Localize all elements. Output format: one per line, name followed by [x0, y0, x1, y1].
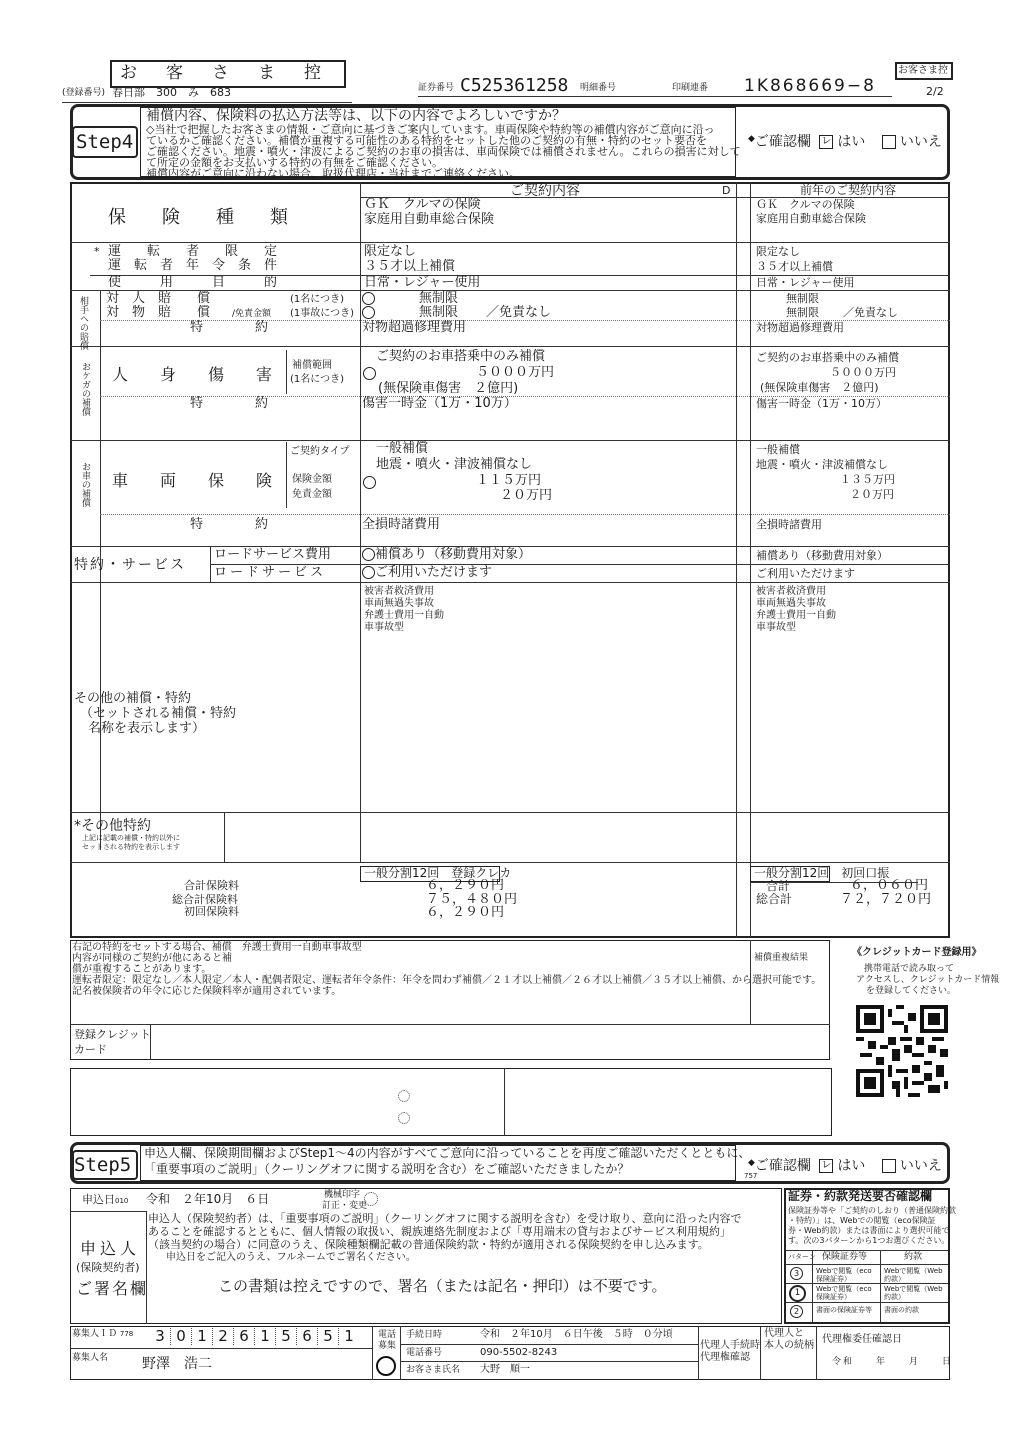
step4-note-line: ているかご確認ください。補償が重複する可能性のある特約をセットした他のご契約の有無・特約のセット要否を [146, 134, 707, 147]
row-rule [786, 1283, 948, 1284]
doc-row-terms: Webで閲覧（Web約款） [884, 1267, 943, 1284]
other-cur: 弁護士費用一自動 [364, 610, 444, 621]
diamond-icon: ◆ [748, 1158, 755, 1168]
circle-icon [362, 548, 375, 561]
doc-row[interactable] [790, 1267, 803, 1280]
phone-label: 電話番号 [406, 1348, 443, 1358]
bodily-cur-value: 無制限 [419, 291, 459, 306]
step5-text: 「重要事項のご説明」（クーリングオフに関する説明を含む）をご確認いただきましたか？ [144, 1162, 630, 1176]
id-digit: 6 [234, 1328, 255, 1345]
agent-id-label [72, 1329, 133, 1339]
other-rider-label [74, 818, 151, 834]
col-prev-header: 前年のご契約内容 [800, 183, 897, 197]
row-rule [70, 440, 950, 441]
step4-note-line: て所定の金額をお支払いする特約の有無をご確認ください。 [146, 156, 443, 169]
signature-note: この書類は控えですので、署名（または記名・押印）は不要です。 [218, 1277, 667, 1295]
step5-confirm [748, 1158, 942, 1174]
id-digit: 1 [344, 1327, 354, 1345]
row-rule [400, 1361, 698, 1362]
id-digit: 1 [192, 1328, 213, 1345]
vehicle-cur: １１５万円 [476, 473, 542, 488]
insurance-type-cur: 家庭用自動車総合保険 [364, 212, 495, 227]
cell-divider [286, 442, 287, 508]
credit-card-note: アクセスし、クレジットカード情報 [856, 975, 1000, 985]
property-prev [786, 307, 898, 320]
usage-prev: 日常・レジャー使用 [756, 276, 855, 289]
other-prev: 車事故型 [756, 622, 796, 633]
cell-divider [880, 1250, 881, 1322]
circle-icon [362, 566, 375, 579]
road-cost-prev: 補償あり（移動費用対象） [756, 549, 888, 562]
other-label: その他の補償・特約 [74, 691, 192, 706]
col-divider-label [360, 182, 361, 862]
phone-recruit-label: 電話 [378, 1330, 397, 1340]
doc-note: 保険証券等や「ご契約のしおり（普通保険約款 [788, 1206, 956, 1215]
cell-divider [224, 812, 225, 862]
vehicle-rider-label: 特 約 [190, 517, 269, 532]
road-cur-value: ご利用いただけます [375, 565, 493, 580]
cell-divider [698, 1326, 699, 1380]
doc-row-terms: 書面の約款 [884, 1306, 919, 1314]
circle-icon [363, 367, 376, 380]
consent-line: （該当契約の場合）に同意のうえ、保険種類欄記載の普通保険約款・特約が適用される保険契約を申し込みます。 [148, 1238, 709, 1251]
blank-box [70, 1068, 832, 1136]
liability-rider-prev: 対物超過修理費用 [756, 321, 844, 334]
cell-divider [504, 1068, 505, 1136]
doc-row[interactable] [790, 1305, 803, 1318]
injury-rider-cur: 傷害一時金（1万・10万） [362, 396, 517, 411]
injury-scope-label: 補償範囲 [292, 360, 332, 371]
circle-icon [398, 1112, 410, 1124]
vehicle-prev: 一般補償 [756, 443, 800, 456]
usage-label: 使 用 目 的 [108, 275, 278, 290]
id-digit: 6 [297, 1328, 318, 1345]
credit-card-label: 《クレジットカード登録用》 [852, 947, 982, 958]
credit-result-label: 補償重複結果 [754, 953, 809, 963]
phone-recruit-label: 募集 [378, 1341, 397, 1351]
driver-age-label: 運 転 者 年 令 条 件 [108, 258, 278, 273]
doc-col-terms: 約款 [904, 1252, 923, 1262]
property-sub: /免責金額 [232, 309, 272, 319]
vehicle-type-label: ご契約タイプ [290, 446, 350, 457]
qr-code-icon[interactable] [856, 1005, 948, 1097]
applicant-label: 申込人 [80, 1239, 141, 1258]
applicant-label: (保険契約者) [76, 1261, 140, 1274]
vehicle-side-label: お車の補償 [80, 462, 90, 507]
radio-circle-icon: 3 [790, 1267, 803, 1280]
total-premium-prev: ６，０６０円 [850, 878, 929, 893]
relation-label: 本人の続柄 [764, 1340, 814, 1351]
first-premium-cur: ６，２９０円 [426, 905, 505, 920]
step5-no-checkbox[interactable] [882, 1159, 896, 1173]
id-digit: 5 [276, 1328, 297, 1345]
row-rule [400, 1344, 698, 1345]
circle-icon [362, 306, 375, 319]
vehicle-prev: １３５万円 [840, 473, 895, 486]
usage-cur: 日常・レジャー使用 [364, 275, 481, 290]
other-label: 名称を表示します） [88, 721, 206, 736]
step5-confirm-label: ご確認欄 [754, 1158, 811, 1174]
step5-text: 申込人欄、保険期間欄およびStep1〜4の内容がすべてご意向に沿っていることを再度ご確認いただくとともに、 [144, 1146, 751, 1160]
cell-divider [760, 1326, 761, 1380]
other-rider-note: セットされる特約を表示します [82, 843, 180, 851]
reg-number: 春日部 300 み 683 [112, 86, 231, 99]
agent-name-label: 募集人名 [72, 1353, 109, 1363]
row-rule [70, 346, 950, 347]
remark-line: 内容が同様のご契約が他にあると補 [72, 953, 232, 964]
other-cur: 車事故型 [364, 622, 404, 633]
cell-divider [286, 350, 287, 394]
row-rule [70, 582, 950, 583]
injury-prev: ５０００万円 [830, 366, 896, 379]
vehicle-cur: 地震・噴火・津波補償なし [376, 457, 533, 472]
injury-label: 人 身 傷 害 [112, 365, 273, 384]
col-divider-prev [750, 182, 751, 938]
auth-date: 令和 年 月 日 [832, 1357, 954, 1367]
step4-note-line: ご確認ください。地震・噴火・津波によるご契約のお車の損害は、車両保険では補償されません。これらの損害に対して [146, 145, 741, 158]
col-divider-cur [736, 182, 737, 938]
reg-label: (登録番号) [62, 88, 106, 98]
property-cur-value: 無制限 [419, 305, 459, 320]
id-digit: 3 [150, 1328, 171, 1345]
liability-rider-cur: 対物超過修理費用 [362, 320, 467, 335]
property-ded-prev: ／免責なし [843, 306, 898, 319]
vehicle-label: 車 両 保 険 [112, 471, 273, 490]
service-label: 特約・サービス [74, 557, 186, 573]
row-rule [70, 1348, 372, 1349]
step4-note-line: 補償内容がご意向に沿わない場合、取扱代理店・当社までご連絡ください。 [146, 167, 520, 180]
driver-limit-label: 運 転 者 限 定 [108, 244, 278, 259]
page-number: 2/2 [926, 85, 944, 98]
credit-card-note: 携帯電話で読み取って [864, 964, 955, 974]
cell-divider [750, 940, 751, 1024]
applicant-label: ご署名欄 [76, 1279, 149, 1298]
premium-plan-cur: 一般分割12回 登録クレカ [364, 866, 512, 880]
injury-side-label: おケガの補償 [80, 362, 90, 416]
copy-tag-text: お客さま控 [898, 65, 948, 76]
doc-col-cert: 保険証券等 [822, 1252, 868, 1262]
agent-confirm-label: 代理権確認 [700, 1352, 750, 1363]
first-premium-label: 初回保険料 [184, 905, 239, 918]
row-rule [750, 882, 918, 883]
step5-no-label: いいえ [899, 1158, 942, 1174]
remark-line: 償が重複することがあります。 [72, 964, 212, 975]
date-label [82, 1194, 128, 1207]
road-prev: ご利用いただけます [756, 567, 855, 580]
row-rule [70, 1211, 146, 1212]
premium-plan-prev: 一般分割12回 初回口振 [754, 866, 890, 880]
customer-name: 大野 順一 [480, 1364, 530, 1375]
driver-limit-cur: 限定なし [364, 244, 417, 259]
consent-line: 申込日をご記入のうえ、フルネームでご署名ください。 [166, 1252, 416, 1263]
remark-line: 記名被保険者の年令に応じた保険料率が適用されています。 [72, 986, 342, 997]
agent-id-label-text: 募集人ＩＤ [72, 1329, 118, 1339]
doc-row-cert: Webで閲覧（eco保険証券） [816, 1285, 872, 1302]
insurance-type-prev: 家庭用自動車総合保険 [756, 212, 866, 225]
date-code: 010 [115, 1197, 129, 1205]
col-current-header: ご契約内容 [510, 183, 580, 199]
cell-divider [146, 1211, 147, 1324]
print-number: 1K868669−8 [744, 76, 876, 96]
stamp-circle-icon [364, 1192, 378, 1206]
diamond-icon: ◆ [748, 134, 755, 144]
circle-icon [398, 1090, 410, 1102]
total-prev-label: 合計 [766, 879, 791, 893]
step5-yes-label: はい [837, 1158, 866, 1174]
driver-age-prev: ３５才以上補償 [756, 260, 833, 273]
injury-rider-prev: 傷害一時金（1万・10万） [756, 397, 887, 410]
remark-line: 運転者限定：限定なし／本人限定／本人・配偶者限定、運転者年令条件：年令を問わず補償／２１才以上補償／２６才以上補償／３５才以上補償、から選択可能です。 [72, 975, 822, 986]
other-rider-note: 上記に記載の補償・特約以外に [82, 834, 180, 842]
doc-row-cert: Webで閲覧（eco保険証券） [816, 1267, 872, 1284]
road-cur [362, 566, 492, 581]
property-label: 対 物 賠 償 [106, 305, 211, 320]
agent-name: 野澤 浩二 [142, 1356, 212, 1372]
credit-card-note: を登録してください。 [866, 986, 957, 996]
credit-reg-label: カード [74, 1043, 107, 1056]
injury-prev: (無保険車傷害 ２億円) [760, 381, 879, 394]
step4-note-line: ◇当社で把握したお客さまの情報・ご意向に基づきご案内しています。車両保険や特約等の補償内容がご意向に沿っ [146, 123, 715, 136]
step5-code: 757 [744, 1172, 758, 1180]
other-prev: 被害者救済費用 [756, 586, 826, 597]
row-rule [210, 564, 950, 565]
property-prev-value: 無制限 [786, 306, 819, 319]
doc-row-terms: Webで閲覧（Web約款） [884, 1285, 943, 1302]
vehicle-rider-cur: 全損時諸費用 [362, 517, 441, 532]
circle-icon [362, 292, 375, 305]
bodily-unit: (1名につき) [290, 294, 344, 305]
doc-row-cert: 書面の保険証券等 [816, 1306, 872, 1314]
id-digit: 5 [318, 1328, 339, 1345]
road-cost-cur [362, 548, 531, 563]
total-premium-label: 合計保険料 [184, 879, 239, 892]
bodily-prev: 無制限 [786, 292, 819, 305]
liability-side-label: 相手への賠償 [78, 296, 88, 350]
cell-divider [816, 1326, 817, 1380]
injury-rider-label: 特 約 [190, 396, 269, 411]
vehicle-amount-label: 保険金額 [292, 474, 332, 485]
agent-id-code: 778 [119, 1330, 134, 1338]
step4-no-label: いいえ [899, 134, 942, 150]
other-label: （セットされる補償・特約 [80, 706, 237, 721]
row-rule [100, 514, 950, 515]
other-cur: 被害者救済費用 [364, 586, 434, 597]
vehicle-cur: ２０万円 [500, 488, 553, 503]
other-prev: 車両無過失事故 [756, 598, 826, 609]
reg-underline [62, 102, 352, 103]
proc-date: 令和 ２年10月 ６日午後 ５時 ０分頃 [480, 1329, 673, 1340]
header-underline [418, 96, 892, 97]
remark-line: 右記の特約をセットする場合、補償 弁護士費用一自動車事故型 [72, 942, 362, 953]
doc-col-pattern: パターン [788, 1253, 816, 1261]
step4-confirm-label: ご確認欄 [754, 134, 811, 150]
grand-prev-label: 総合計 [756, 892, 793, 906]
policy-number: C525361258 [460, 75, 569, 96]
row-rule [786, 1250, 948, 1251]
grand-premium-label: 総合計保険料 [172, 893, 238, 906]
agent-id-digits [150, 1328, 359, 1345]
row-rule [70, 1024, 830, 1025]
consent-line: 申込人（保険契約者）は、「重要事項のご説明」（クーリングオフに関する説明を含む）を受け取り、意向に沿った内容で [148, 1212, 742, 1225]
date-label-text: 申込日 [82, 1193, 115, 1206]
machine-label: 機械印字 [324, 1190, 361, 1200]
consent-line: あることを確認するとともに、個人情報の取扱い、親族連絡先制度および「専用端末の貸与およびサービス利用規約」 [148, 1225, 731, 1238]
circle-icon [363, 476, 376, 489]
doc-row[interactable] [789, 1285, 806, 1302]
injury-cur: ご契約のお車搭乗中のみ補償 [376, 349, 546, 364]
road-cost-cur-value: 補償あり（移動費用対象） [375, 547, 532, 562]
bodily-label: 対 人 賠 償 [106, 291, 211, 306]
credit-reg-label: 登録クレジット [74, 1028, 151, 1041]
relation-label: 代理人と [764, 1328, 804, 1339]
phone-recruit-circle-icon [376, 1356, 396, 1376]
step5-label: Step5 [74, 1154, 132, 1176]
row-rule [70, 242, 950, 243]
grand-premium-cur: ７５，４８０円 [426, 892, 518, 907]
step4-yes-checkbox[interactable]: レ [821, 136, 832, 147]
agent-proc-label: 代理人手続時 [700, 1340, 760, 1351]
insurance-type-prev: ＧＫ クルマの保険 [756, 198, 855, 211]
property-unit: (1事故につき) [290, 308, 354, 319]
grand-premium-prev: ７２，７２０円 [840, 892, 932, 907]
application-date: 令和 ２年10月 ６日 [146, 1192, 270, 1206]
policy-label: 証券番号 [418, 83, 455, 93]
row-rule [786, 1264, 948, 1265]
step4-yes-label: はい [837, 134, 866, 150]
vehicle-deductible-label: 免責金額 [292, 489, 332, 500]
driver-star: * [94, 245, 100, 258]
vehicle-prev: 地震・噴火・津波補償なし [756, 458, 888, 471]
row-rule [70, 862, 950, 863]
star-icon: * [74, 818, 81, 834]
customer-label: お客さま氏名 [406, 1365, 461, 1375]
id-digit: 2 [213, 1328, 234, 1345]
vehicle-cur: 一般補償 [376, 441, 429, 456]
injury-prev: ご契約のお車搭乗中のみ補償 [756, 351, 899, 364]
col-current-code: D [722, 184, 731, 197]
row-rule [70, 812, 950, 813]
driver-limit-prev: 限定なし [756, 245, 800, 258]
row-rule [786, 1302, 948, 1303]
road-cost-label: ロードサービス費用 [214, 547, 332, 562]
total-premium-cur: ６，２９０円 [426, 878, 505, 893]
radio-circle-icon: 1 [789, 1285, 806, 1302]
doc-note: す。次の3パターンから1つお選びください。 [788, 1236, 950, 1245]
radio-circle-icon: 2 [790, 1305, 803, 1318]
road-label: ロードサービス [214, 565, 327, 580]
id-digit: 0 [171, 1328, 192, 1345]
driver-age-cur: ３５才以上補償 [364, 259, 456, 274]
proc-date-label: 手続日時 [406, 1330, 443, 1340]
doc-note: ・特約）」は、Webでの閲覧（eco保険証 [788, 1216, 936, 1225]
other-rider-label-text: その他特約 [81, 818, 151, 834]
correction-label: 訂正・変更 [322, 1201, 368, 1211]
phone-number: 090-5502-8243 [480, 1347, 558, 1358]
id-digit: 1 [255, 1328, 276, 1345]
other-cur: 車両無過失事故 [364, 598, 434, 609]
doc-note: 券・Web約款）または書面により選択可能で [788, 1226, 950, 1235]
cell-divider [812, 1250, 813, 1322]
step4-question: 補償内容、保険料の払込方法等は、以下の内容でよろしいですか？ [146, 108, 566, 124]
step4-no-checkbox[interactable] [882, 135, 896, 149]
injury-cur: ５０００万円 [476, 365, 555, 380]
step4-label: Step4 [76, 131, 134, 153]
cell-divider [400, 1326, 401, 1380]
page-title: お 客 さ ま 控 [120, 63, 327, 83]
step5-yes-checkbox[interactable]: レ [821, 1160, 832, 1171]
property-cur [362, 306, 551, 321]
insurance-type-cur: ＧＫ クルマの保険 [364, 197, 481, 212]
doc-title: 証券・約款発送要否確認欄 [788, 1189, 933, 1203]
vehicle-prev: ２０万円 [850, 488, 894, 501]
vehicle-rider-prev: 全損時諸費用 [756, 518, 822, 531]
injury-cur: (無保険車傷害 ２億円) [378, 381, 519, 396]
liability-rider-label: 特 約 [190, 320, 269, 335]
injury-scope-unit: (1名につき) [290, 374, 344, 385]
step4-confirm [748, 134, 942, 150]
auth-label: 代理権委任確認日 [822, 1334, 902, 1345]
property-ded-cur: ／免責なし [486, 305, 552, 320]
print-label: 印刷連番 [672, 83, 709, 93]
cell-divider [372, 1326, 373, 1380]
detail-label: 明細番号 [580, 83, 617, 93]
other-prev: 弁護士費用一自動 [756, 610, 836, 621]
insurance-type-label: 保 険 種 類 [108, 207, 288, 228]
